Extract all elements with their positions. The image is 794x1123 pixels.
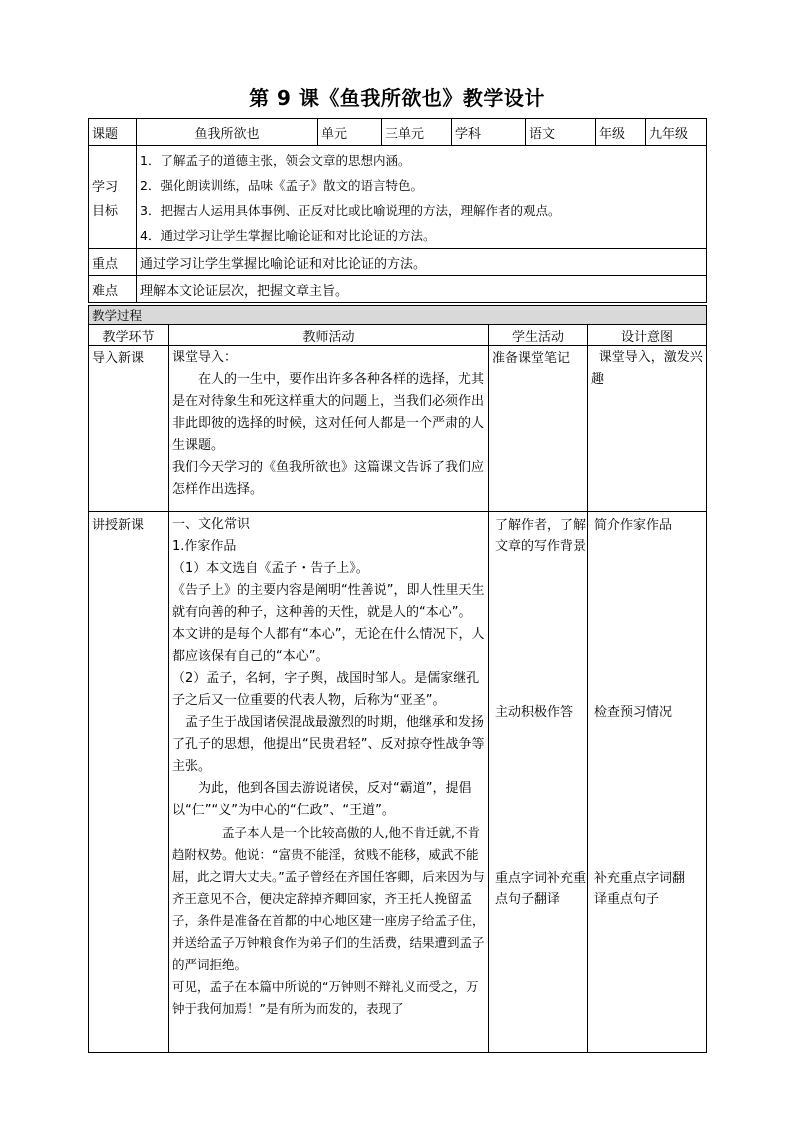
process-table — [88, 305, 707, 1053]
teach-intent-item: 检查预习情况 — [594, 705, 673, 720]
process-section-row — [89, 306, 707, 325]
teach-intent-item: 补充重点字词翻译重点句子 — [594, 871, 686, 907]
topic-row — [89, 119, 707, 146]
teach-intent — [588, 512, 707, 1053]
teach-student-item: 主动积极作答 — [495, 705, 574, 720]
topic-value: 鱼我所欲也 — [137, 119, 318, 146]
teach-teacher-line: 可见，孟子在本篇中所说的“万钟则不辩礼义而受之，万钟于我何加焉！”是有所为而发的，表现了 — [172, 979, 479, 1016]
process-header-row — [89, 325, 707, 346]
intro-student: 准备课堂笔记 — [489, 346, 588, 512]
teach-teacher-line: 孟子本人是一个比较高傲的人,他不肯迁就,不肯趋附权势。他说：“富贵不能淫，贫贱不能移，威武不能屈，此之谓大丈夫。”孟子曾经在齐国任客卿，后来因为与齐王意见不合，便决定辞掉齐卿回家，齐王托人挽留孟子，条件是准备在首都的中心地区建一座房子给孟子住，并送给孟子万钟粮食作为弟子们的生活费，结果遭到孟子的严词拒绝。 — [172, 825, 485, 972]
subject-value: 语文 — [526, 119, 596, 146]
teach-teacher — [169, 512, 489, 1053]
teach-teacher-line: 孟子生于战国诸侯混战最激烈的时期，他继承和发扬了孔子的思想，他提出“民贵君轻”、反对掠夺性战争等主张。 — [172, 715, 485, 774]
teach-teacher-line: 本文讲的是每个人都有“本心”，无论在什么情况下，人都应该保有自己的“本心”。 — [172, 627, 485, 664]
teach-teacher-line: （2）孟子，名轲，字子舆，战国时邹人。是儒家继孔子之后又一位重要的代表人物，后称为“亚圣”。 — [172, 671, 480, 708]
intro-intent: 课堂导入，激发兴趣 — [588, 346, 707, 512]
difficult-row — [89, 276, 707, 303]
teach-teacher-line: （1）本文选自《孟子・告子上》。 — [172, 561, 369, 576]
topic-label: 课题 — [89, 119, 137, 146]
teach-teacher-line: 一、文化常识 — [172, 517, 251, 532]
info-table — [88, 118, 707, 303]
intro-teacher-line: 在人的一生中，要作出许多各种各样的选择，尤其是在对待象生和死这样重大的问题上，当我们必须作出非此即彼的选择的时候，这对任何人都是一个严肃的人生课题。 — [172, 372, 485, 453]
goal-item: 4．通过学习让学生掌握比喻论证和对比论证的方法。 — [140, 228, 436, 243]
teach-intent-item: 简介作家作品 — [594, 518, 673, 533]
header-student: 学生活动 — [489, 325, 588, 346]
intro-stage: 导入新课 — [89, 346, 169, 512]
goal-item: 2．强化朗读训练，品味《孟子》散文的语言特色。 — [140, 178, 423, 193]
teach-student — [489, 512, 588, 1053]
teach-teacher-line: 《告子上》的主要内容是阐明“性善说”，即人性里天生就有向善的种子，这种善的天性，就是人的“本心”。 — [172, 583, 485, 620]
intro-teacher-line: 我们今天学习的《鱼我所欲也》这篇课文告诉了我们应怎样作出选择。 — [172, 460, 485, 497]
goals-list — [137, 146, 707, 249]
goals-row — [89, 146, 707, 249]
difficult-label: 难点 — [89, 276, 137, 303]
process-section-label: 教学过程 — [89, 306, 707, 325]
intro-teacher-line: 课堂导入： — [172, 350, 238, 365]
goals-label-line: 学习 — [92, 179, 119, 195]
header-intent: 设计意图 — [588, 325, 707, 346]
header-teacher: 教师活动 — [169, 325, 489, 346]
grade-value: 九年级 — [646, 119, 707, 146]
goal-item: 1．了解孟子的道德主张，领会文章的思想内涵。 — [140, 153, 411, 168]
key-row — [89, 249, 707, 276]
teach-student-item: 了解作者，了解文章的写作背景 — [495, 518, 587, 554]
key-label: 重点 — [89, 249, 137, 276]
subject-label: 学科 — [452, 119, 526, 146]
teach-teacher-line: 为此，他到各国去游说诸侯，反对“霸道”，提倡以“仁”“义”为中心的“仁政”、“王道”。 — [172, 781, 472, 818]
teach-teacher-line: 1.作家作品 — [172, 539, 237, 554]
teach-student-item: 重点字词补充重点句子翻译 — [495, 871, 587, 907]
key-value: 通过学习让学生掌握比喻论证和对比论证的方法。 — [137, 249, 707, 276]
header-stage: 教学环节 — [89, 325, 169, 346]
unit-label: 单元 — [318, 119, 382, 146]
intro-row — [89, 346, 707, 512]
goals-label-line: 目标 — [92, 203, 119, 219]
goals-label — [89, 146, 137, 249]
page-title: 第 9 课《鱼我所欲也》教学设计 — [249, 86, 545, 110]
teach-row — [89, 512, 707, 1053]
difficult-value: 理解本文论证层次，把握文章主旨。 — [137, 276, 707, 303]
intro-teacher — [169, 346, 489, 512]
unit-value: 三单元 — [382, 119, 452, 146]
goal-item: 3．把握古人运用具体事例、正反对比或比喻说理的方法，理解作者的观点。 — [140, 203, 561, 218]
teach-stage: 讲授新课 — [89, 512, 169, 1053]
grade-label: 年级 — [596, 119, 646, 146]
